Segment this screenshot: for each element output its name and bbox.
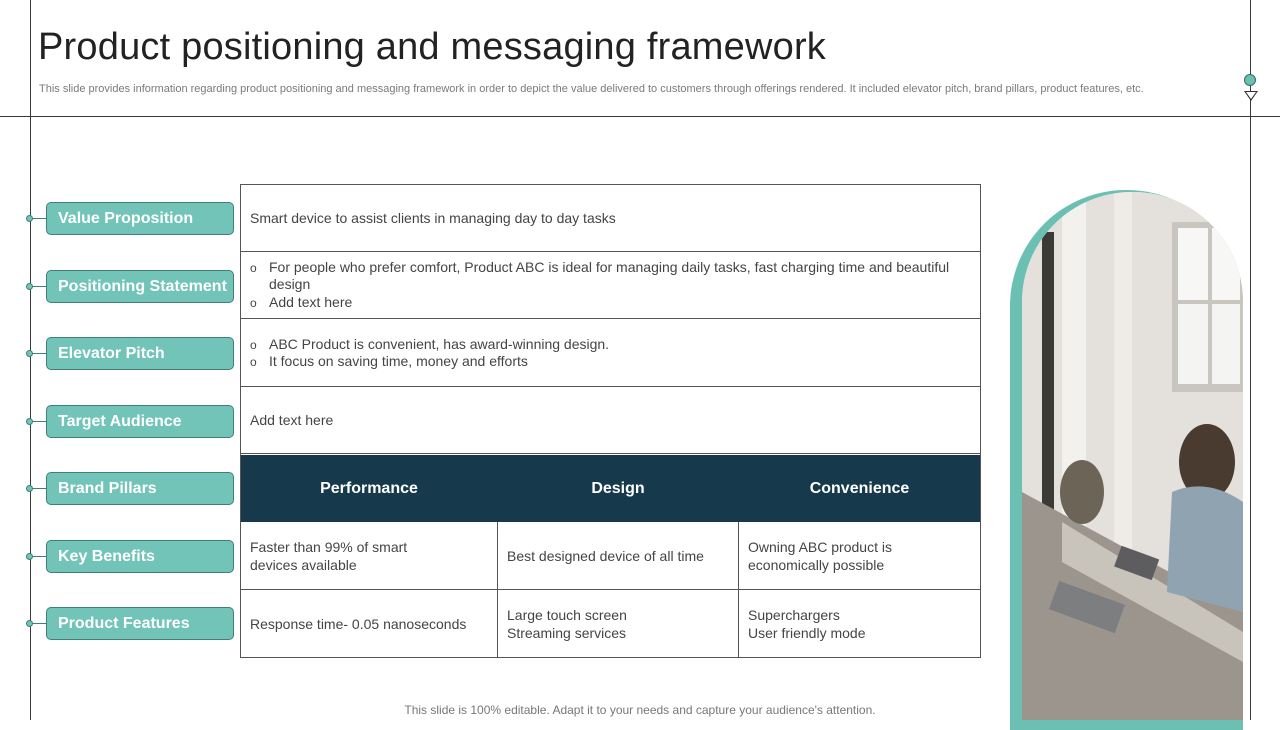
page-title: Product positioning and messaging framework	[38, 26, 827, 68]
list-item: o For people who prefer comfort, Product ABC is ideal for managing daily tasks, fast charging time and beautiful design	[250, 259, 950, 294]
cell-line: Streaming services	[507, 624, 627, 641]
row-value-proposition	[241, 185, 980, 252]
circle-marker-icon	[1244, 74, 1256, 86]
label-elevator-pitch: Elevator Pitch	[46, 337, 234, 370]
header-divider	[0, 116, 1280, 117]
label-dot-icon	[26, 418, 33, 425]
label-dot-icon	[26, 620, 33, 627]
label-product-features: Product Features	[46, 607, 234, 640]
list-item: o ABC Product is convenient, has award-winning design.	[250, 336, 950, 354]
label-value-proposition: Value Proposition	[46, 202, 234, 235]
label-dot-icon	[26, 215, 33, 222]
elevator-list	[250, 320, 950, 386]
feature-convenience	[739, 590, 980, 657]
footer-note	[0, 703, 1280, 717]
target-audience-text: Add text here	[250, 412, 334, 428]
feature-design	[498, 590, 738, 657]
pillar-header-convenience: Convenience	[809, 479, 910, 497]
office-photo-illustration	[1022, 192, 1243, 720]
footer-text: This slide is 100% editable. Adapt it to your needs and capture your audience's attention.	[404, 703, 876, 717]
table-divider	[738, 522, 739, 657]
office-photo	[1022, 192, 1243, 720]
cell-line: Large touch screen	[507, 606, 627, 623]
cell-line: Response time- 0.05 nanoseconds	[250, 615, 467, 632]
cell-line: Superchargers	[748, 606, 840, 623]
row-target-audience	[241, 387, 980, 454]
triangle-marker-icon	[1244, 91, 1258, 101]
cell-line: Owning ABC product is	[748, 538, 892, 555]
table-divider	[241, 589, 980, 590]
cell-line: Best designed device of all time	[507, 547, 704, 564]
page-subtitle: This slide provides information regarding product positioning and messaging framework in order to depict the value delivered to customers through offerings rendered. It included elevator pitch, brand pillars, product features, etc.	[39, 83, 1144, 95]
list-item: o It focus on saving time, money and efforts	[250, 353, 950, 371]
label-target-audience: Target Audience	[46, 405, 234, 438]
pillar-header-design: Design	[591, 479, 645, 497]
framework-table	[240, 184, 981, 658]
pillar-header-performance: Performance	[320, 479, 418, 497]
cell-line: User friendly mode	[748, 624, 866, 641]
cell-line: Faster than 99% of smart	[250, 538, 408, 555]
pillars-header-row	[241, 455, 980, 522]
list-item: o Add text here	[250, 294, 950, 312]
cell-line: devices available	[250, 556, 357, 573]
label-dot-icon	[26, 350, 33, 357]
positioning-list	[250, 252, 950, 318]
row-elevator-pitch	[241, 320, 980, 387]
label-positioning-statement: Positioning Statement	[46, 270, 234, 303]
label-dot-icon	[26, 283, 33, 290]
value-proposition-text: Smart device to assist clients in managing day to day tasks	[250, 210, 616, 226]
label-dot-icon	[26, 485, 33, 492]
cell-line: economically possible	[748, 556, 885, 573]
frame-right-line	[1250, 0, 1251, 720]
row-positioning-statement	[241, 252, 980, 319]
benefit-performance	[241, 522, 497, 589]
label-key-benefits: Key Benefits	[46, 540, 234, 573]
frame-left-line	[30, 0, 31, 720]
feature-performance	[241, 590, 497, 657]
label-dot-icon	[26, 553, 33, 560]
table-divider	[497, 522, 498, 657]
benefit-design	[498, 522, 738, 589]
label-brand-pillars: Brand Pillars	[46, 472, 234, 505]
benefit-convenience	[739, 522, 980, 589]
